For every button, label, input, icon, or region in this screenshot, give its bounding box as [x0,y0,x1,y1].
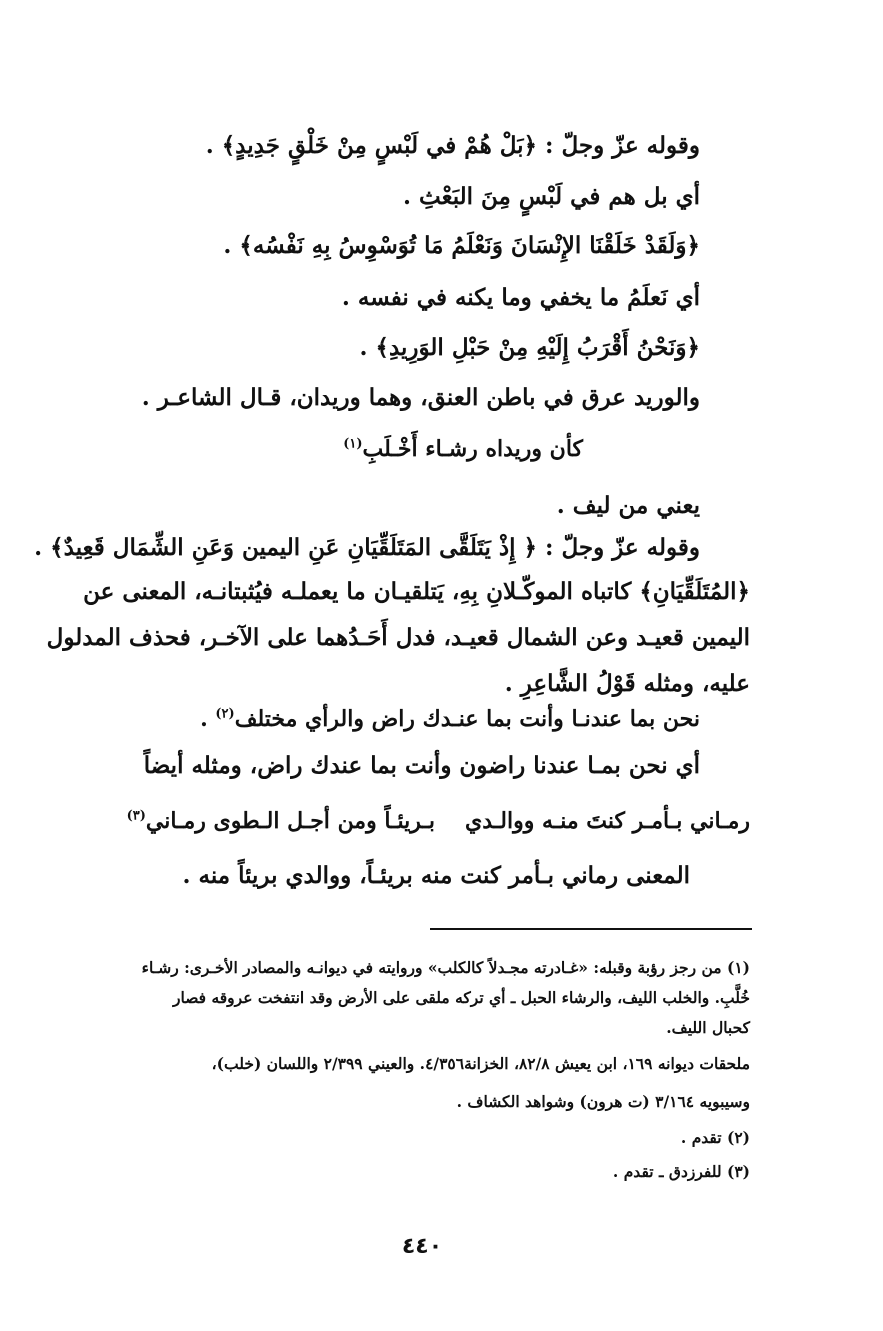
text-line-9: ﴿المُتَلَقِّيَانِ﴾ كاتباه الموكّـلانِ بِهِ، يَتلقيـان ما يعملـه فيُثبتانـه، المعنى عن [83,578,750,605]
text-line-4: أي نَعلَمُ ما يخفي وما يكنه في نفسه . [341,284,700,311]
footnote-mark-1: (١) [343,436,363,452]
text-line-10: اليمين قعيـد وعن الشمال قعيـد، فدل أَحَـدُهما على الآخـر، فحذف المدلول [46,624,750,651]
footnote-line-7: (٣) للفرزدق ـ تقدم . [612,1162,750,1181]
text-line-6: والوريد عرق في باطن العنق، وهما وريدان، قـال الشاعـر . [141,384,700,411]
text-line-3: ﴿وَلَقَدْ خَلَقْنَا الإِنْسَانَ وَنَعْلَمُ مَا تُوَسْوِسُ بِهِ نَفْسُه﴾ . [223,232,700,259]
text-line-1: وقوله عزّ وجلّ : ﴿بَلْ هُمْ في لَبْسٍ مِنْ خَلْقٍ جَدِيدٍ﴾ . [205,132,700,159]
footnote-line-5: وسيبويه ٣/١٦٤ (ت هرون) وشواهد الكشاف . [456,1092,750,1111]
text-line-11: عليه، ومثله قَوْلُ الشَّاعِرِ . [504,670,750,697]
text-line-8: وقوله عزّ وجلّ : ﴿ إِذْ يَتَلَقَّى المَتَلَقِّيَانِ عَنِ اليمين وَعَنِ الشِّمَال قَعِيدٌ﴾ . [34,534,700,561]
verse-line-2: نحن بما عندنـا وأنت بما عنـدك راض والرأي مختلف$^{(٢)}$ . [200,706,700,732]
verse-hemistich-left [127,808,435,834]
footnote-line-6: (٢) تقدم . [680,1128,750,1147]
verse-text: كأن وريداه رشـاء أَخْـلَبِ [362,436,583,462]
footnote-line-4: ملحقات ديوانه ١٦٩، ابن يعيش ٨٢/٨، الخزانة٤/٣٥٦. والعيني ٢/٣٩٩ واللسان (خلب)، [211,1054,750,1073]
page-number: ٤٤٠ [401,1234,443,1259]
footnote-mark-3: (٣) [126,808,146,824]
footnote-mark-2: (٢) [215,706,235,722]
text-line-12: أي نحن بمـا عندنا راضون وأنت بما عندك راض، ومثله أيضاً [143,752,700,779]
footnote-line-1: (١) من رجز رؤبة وقبله: «غـادرته مجـدلاً كالكلب» وروايته في ديوانـه والمصادر الأخـرى: رشـاء [141,958,750,977]
footnote-line-2: خُلَّبِ. والخلب الليف، والرشاء الحبل ـ أي تركه ملقى على الأرض وقد انتفخت عروقه فصار [172,988,750,1007]
footnote-line-3: كحبال الليف. [666,1018,750,1037]
text-line-5: ﴿وَنَحْنُ أَقْرَبُ إِلَيْهِ مِنْ حَبْلِ الوَرِيدِ﴾ . [359,334,700,361]
footnote-separator [430,928,752,930]
verse-text: نحن بما عندنـا وأنت بما عنـدك راض والرأي مختلف [234,706,700,732]
verse-hemistich-right: رمـاني بـأمـر كنتَ منـه ووالـدي [465,808,750,834]
verse-line-1 [343,436,583,462]
text-line-2: أي بل هم في لَبْسٍ مِنَ البَعْثِ . [403,183,700,210]
verse-text: بـريئـاً ومن أجـل الـطوى رمـاني [145,808,435,834]
text-line-13: المعنى رماني بـأمر كنت منه بريئـاً، ووالدي بريئاً منه . [182,862,690,889]
text-line-7: يعني من ليف . [556,492,700,519]
